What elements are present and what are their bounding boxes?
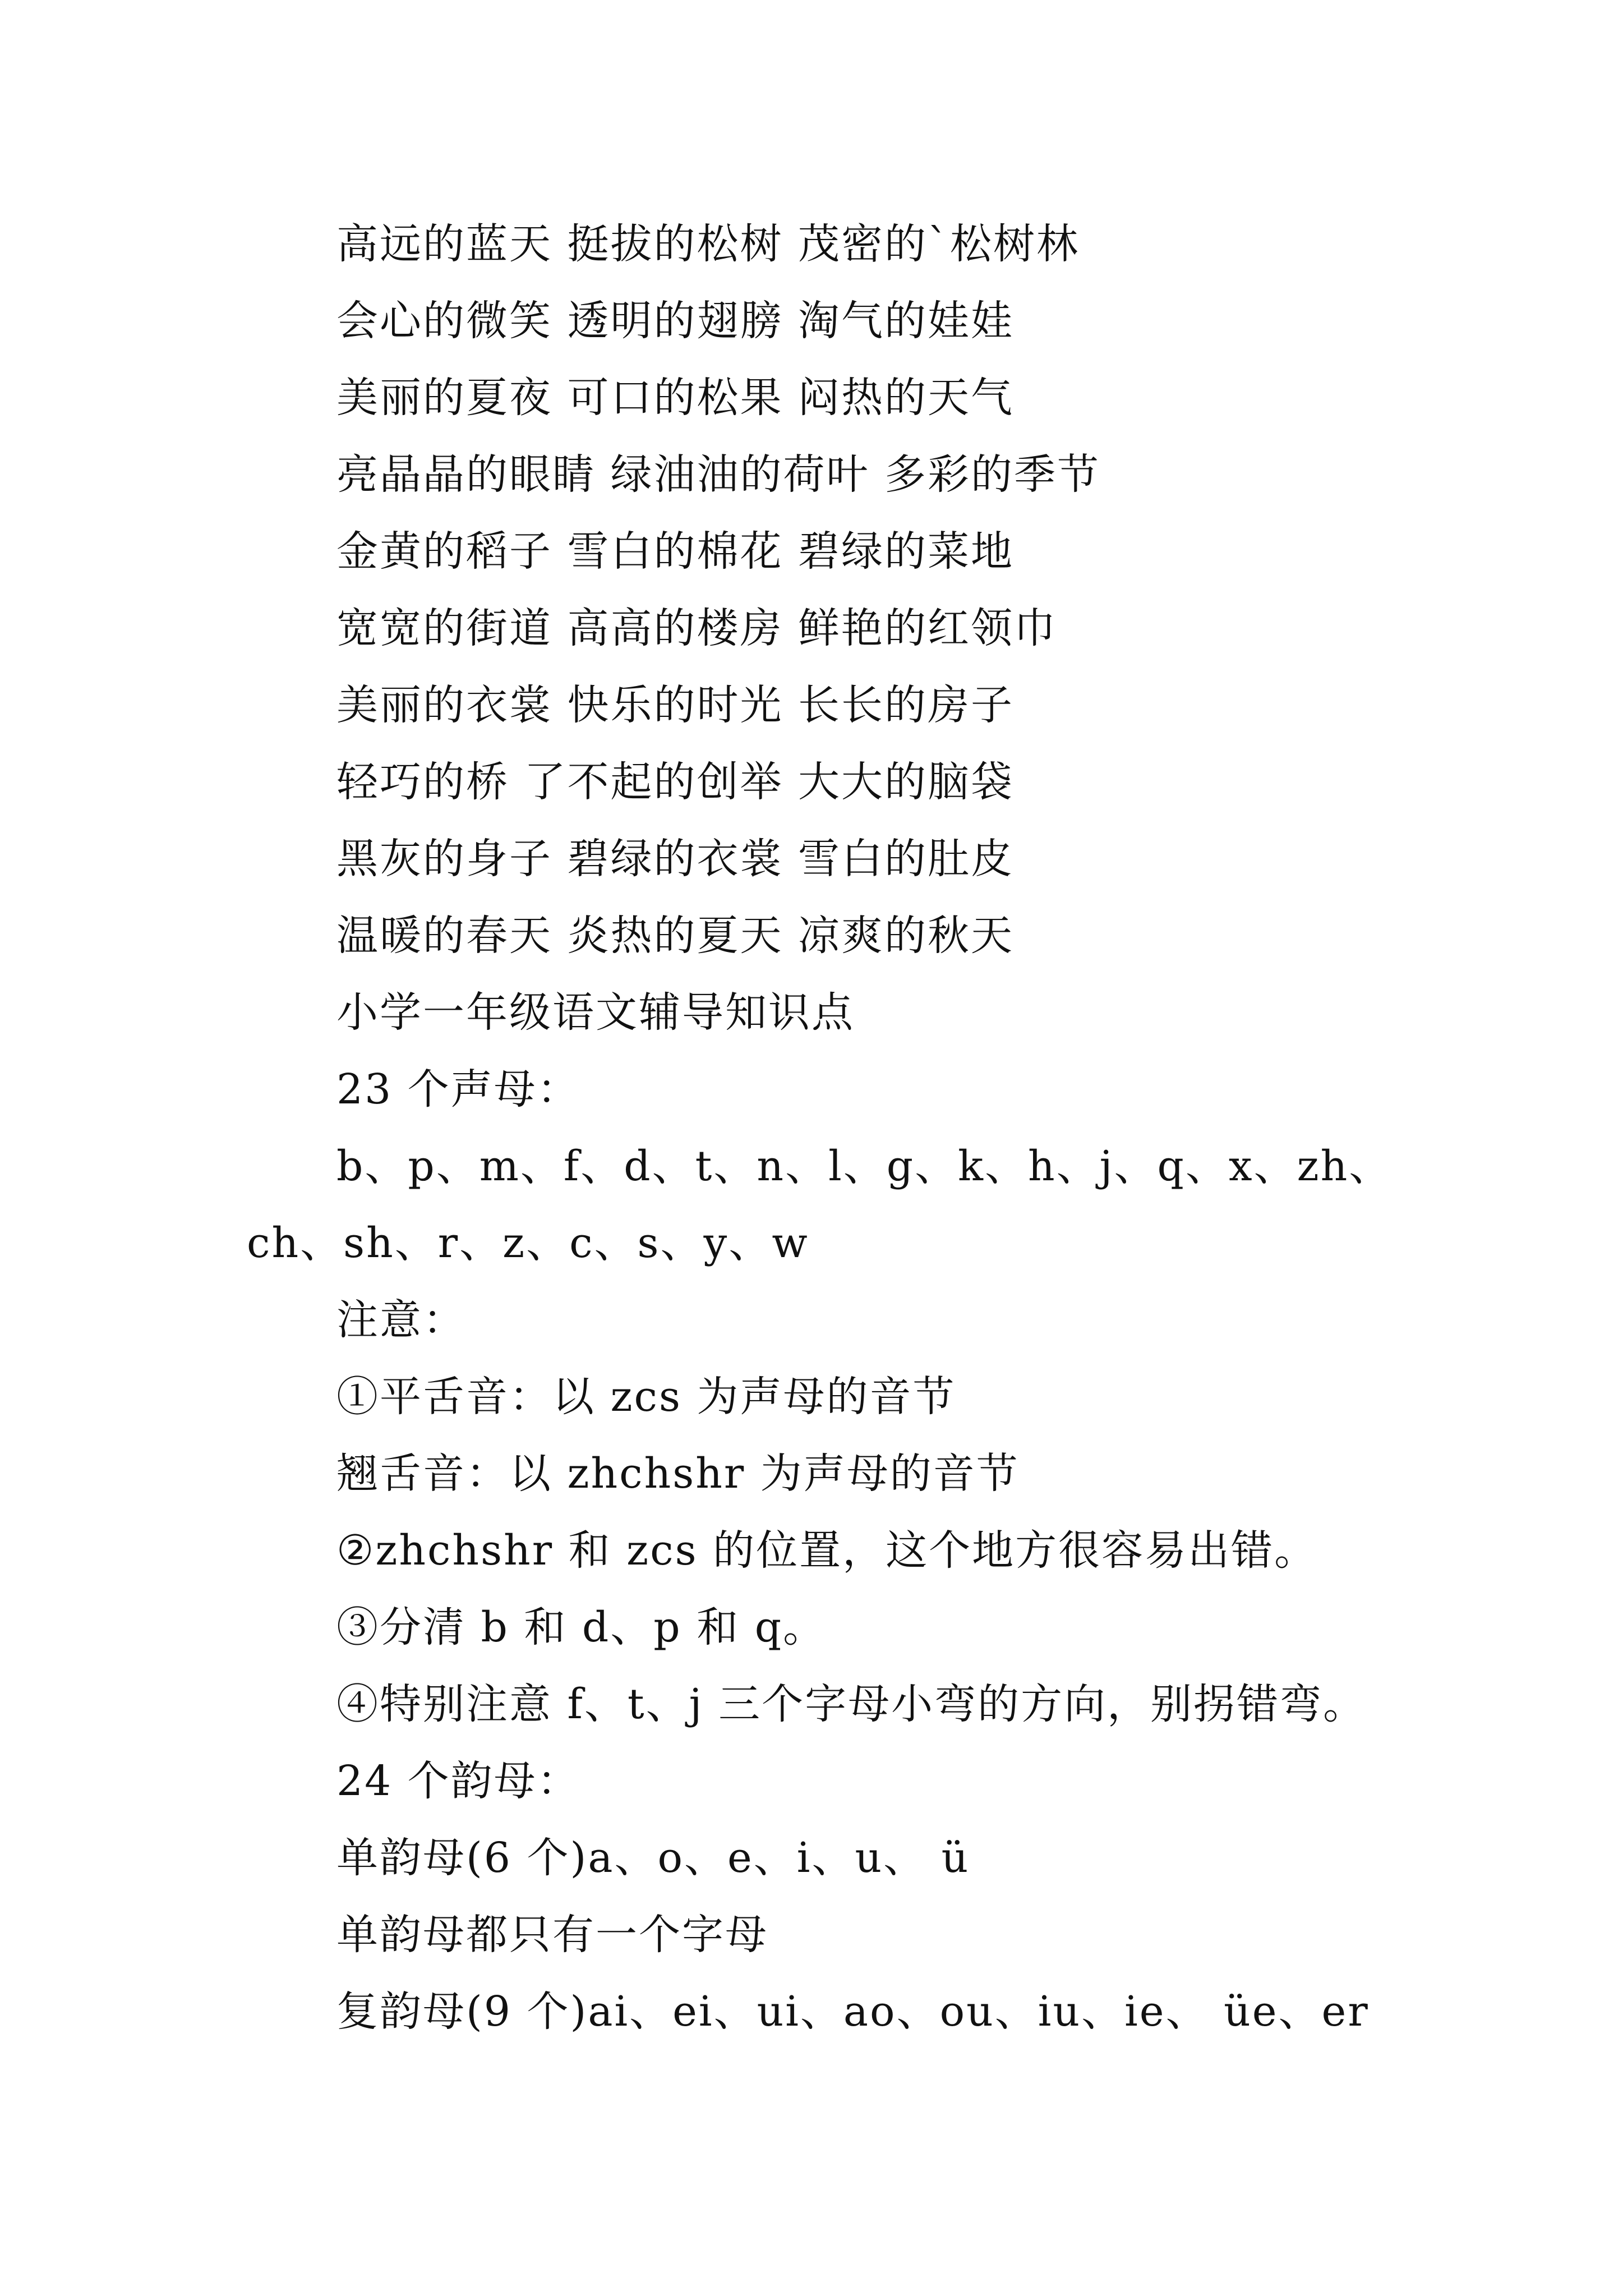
text-line: b、p、m、f、d、t、n、l、g、k、h、j、q、x、zh、 (336, 1142, 1393, 1190)
text-line: 轻巧的桥 了不起的创举 大大的脑袋 (336, 758, 1015, 806)
section-label: 24 个韵母： (336, 1757, 580, 1805)
text-line: 单韵母(6 个)a、o、e、i、u、 ü (336, 1834, 970, 1882)
text-line: 宽宽的街道 高高的楼房 鲜艳的红领巾 (336, 604, 1058, 652)
heading: 小学一年级语文辅导知识点 (336, 988, 855, 1037)
text-line: ④特别注意 f、t、j 三个字母小弯的方向，别拐错弯。 (336, 1680, 1367, 1728)
text-line: 金黄的稻子 雪白的棉花 碧绿的菜地 (336, 527, 1015, 576)
section-label: 23 个声母： (336, 1065, 580, 1114)
text-line: 复韵母(9 个)ai、ei、ui、ao、ou、iu、ie、 üe、er (336, 1987, 1370, 2036)
text-line: ①平舌音：以 zcs 为声母的音节 (336, 1373, 956, 1421)
text-line: 高远的蓝天 挺拔的松树 茂密的`松树林 (336, 220, 1080, 268)
text-line: 美丽的衣裳 快乐的时光 长长的房子 (336, 681, 1015, 729)
text-line: 黑灰的身子 碧绿的衣裳 雪白的肚皮 (336, 835, 1015, 883)
text-line: ③分清 b 和 d、p 和 q。 (336, 1603, 827, 1651)
text-line: 翘舌音：以 zhchshr 为声母的音节 (336, 1450, 1020, 1498)
text-line: 美丽的夏夜 可口的松果 闷热的天气 (336, 374, 1015, 422)
text-line: 亮晶晶的眼睛 绿油油的荷叶 多彩的季节 (336, 450, 1101, 499)
text-line: ②zhchshr 和 zcs 的位置，这个地方很容易出错。 (336, 1526, 1318, 1575)
section-label: 注意： (336, 1296, 466, 1344)
text-line-continued: ch、sh、r、z、c、s、y、w (247, 1219, 809, 1267)
text-line: 单韵母都只有一个字母 (336, 1911, 768, 1959)
text-line: 温暖的春天 炎热的夏天 凉爽的秋天 (336, 912, 1015, 960)
text-line: 会心的微笑 透明的翅膀 淘气的娃娃 (336, 297, 1015, 345)
